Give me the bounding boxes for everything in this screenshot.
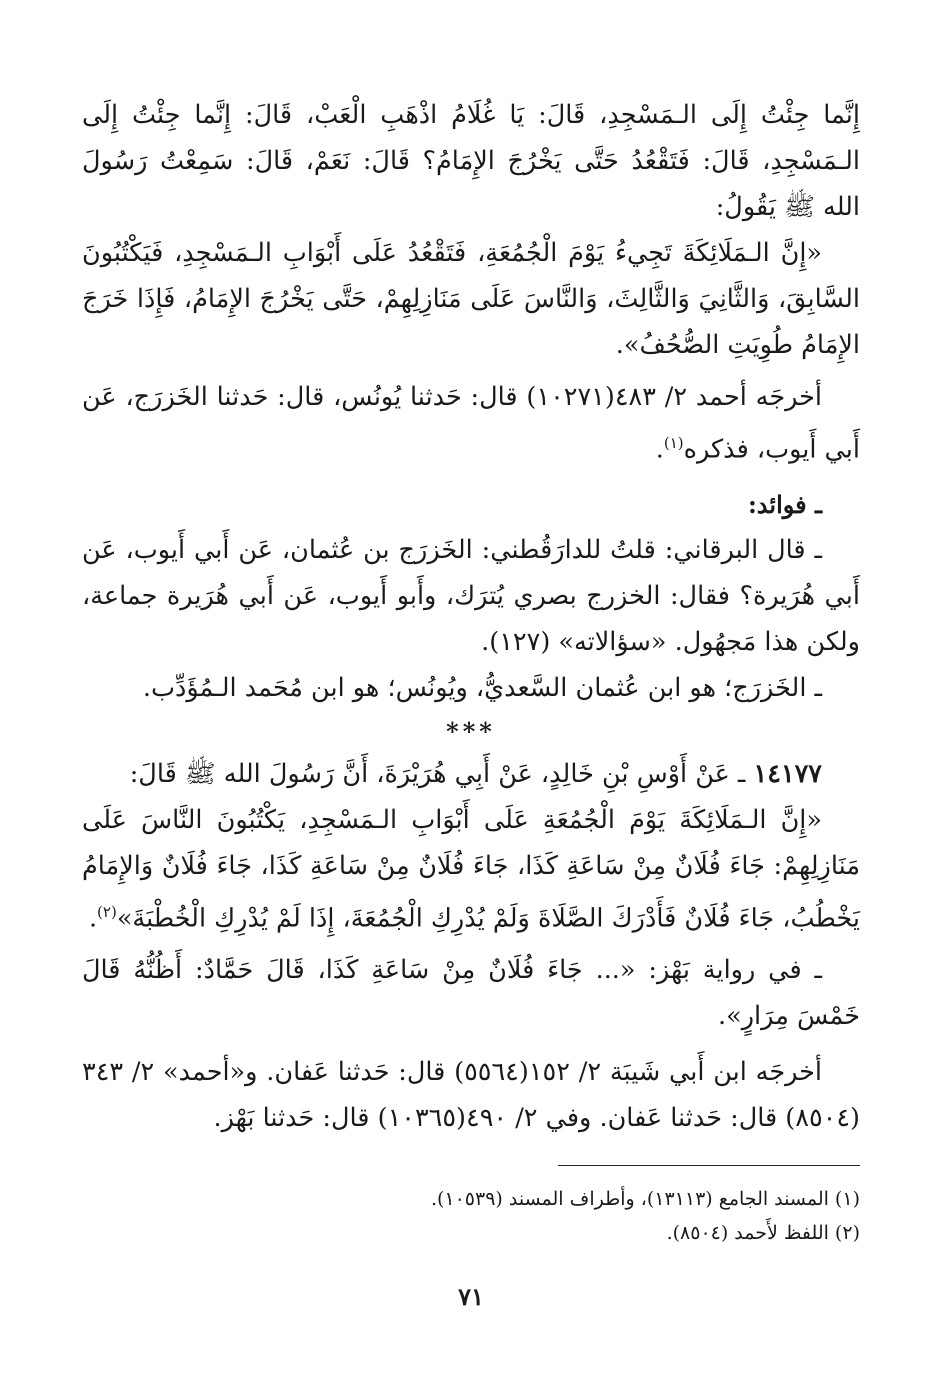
hadith-number: ١٤١٧٧ [753,758,822,789]
takhrij-paragraph: أخرجَه أحمد ٢/ ٤٨٣(١٠٢٧١) قال: حَدثنا يُونُس، قال: حَدثنا الخَزرَج، عَن أَبي أَيوب، فذكره$^{(١)}$. [82,382,860,465]
footnote-item: (٢) اللفظ لأَحمد (٨٥٠٤). [666,1222,860,1244]
text-paragraph: إِنَّما جِئْتُ إِلَى الـمَسْجِدِ، قَالَ: يَا غُلَامُ اذْهَبِ الْعَبْ، قَالَ: إِنَّما جِئْتُ إِلَى الـمَسْجِدِ، قَالَ: فَتَقْعُدُ حَتَّى يَخْرُجَ الإِمَامُ؟ قَالَ: نَعَمْ، قَالَ: سَمِعْتُ رَسُولَ الله ﷺ يَقُولُ: [82,100,860,222]
variant-paragraph: ـ في رواية بَهْز: «... جَاءَ فُلَانٌ مِنْ سَاعَةِ كَذَا، قَالَ حَمَّادٌ: أَظُنُّهُ قَالَ خَمْسَ مِرَارٍ». [82,955,860,1031]
footnote-item: (١) المسند الجامع (١٣١١٣)، وأطراف المسند (١٠٥٣٩). [430,1188,860,1210]
benefits-heading: ـ فوائد: [747,489,822,519]
section-separator: *** [446,716,496,746]
takhrij-paragraph: أخرجَه ابن أَبي شَيبَة ٢/ ١٥٢(٥٥٦٤) قال: حَدثنا عَفان. و«أحمد» ٢/ ٣٤٣ (٨٥٠٤) قال: حَدثنا عَفان. وفي ٢/ ٤٩٠(١٠٣٦٥) قال: حَدثنا بَهْز. [82,1057,860,1133]
hadith-header [82,751,860,797]
takhrij-text: أخرجَه أحمد ٢/ ٤٨٣(١٠٢٧١) قال: حَدثنا يُونُس، قال: حَدثنا الخَزرَج، عَن أَبي أَيوب، فذكره [82,382,860,465]
page-number: ٧١ [458,1282,484,1311]
benefit-paragraph: ـ قال البرقاني: قلتُ للدارَقُطني: الخَزرَج بن عُثمان، عَن أَبي أَيوب، عَن أَبي هُرَيرة؟ فقال: الخزرج بصري يُترَك، وأَبو أَيوب، عَن أَبي هُرَيرة جماعة، ولكن هذا مَجهُول. «سؤالاته» (١٢٧). [82,534,860,657]
footnotes [82,1182,860,1250]
benefit-paragraph: ـ الخَزرَج؛ هو ابن عُثمان السَّعديُّ، ويُونُس؛ هو ابن مُحَمد الـمُؤَدِّب. [142,672,822,703]
footnote-divider [558,1165,860,1166]
page-content [82,92,860,1352]
hadith-text: «إِنَّ الـمَلَائِكَةَ يَوْمَ الْجُمُعَةِ عَلَى أَبْوَابِ الـمَسْجِدِ، يَكْتُبُونَ النَّاسَ عَلَى مَنَازِلِهِمْ: جَاءَ فُلَانٌ مِنْ سَاعَةِ كَذَا، جَاءَ فُلَانٌ مِنْ سَاعَةِ كَذَا، جَاءَ فُلَانٌ وَالإِمَامُ يَخْطُبُ، جَاءَ فُلَانٌ فَأَدْرَكَ الصَّلَاةَ وَلَمْ يُدْرِكِ الْجُمُعَةَ، إِذَا لَمْ يُدْرِكِ الْخُطْبَةَ»$^{(٢)}$. [82,804,860,933]
footnote-ref[interactable]: (٢) [97,902,117,921]
hadith-isnad: ـ عَنْ أَوْسِ بْنِ خَالِدٍ، عَنْ أَبِي هُرَيْرَةَ، أَنَّ رَسُولَ الله ﷺ قَالَ: [129,758,746,789]
footnote-ref[interactable]: (١) [663,434,684,452]
hadith-text: «إِنَّ الـمَلَائِكَةَ تَجِيءُ يَوْمَ الْجُمُعَةِ، فَتَقْعُدُ عَلَى أَبْوَابِ الـمَسْجِدِ، فَيَكْتُبُونَ السَّابِقَ، وَالثَّانِيَ وَالثَّالِثَ، وَالنَّاسَ عَلَى مَنَازِلِهِمْ، حَتَّى يَخْرُجَ الإِمَامُ، فَإِذَا خَرَجَ الإِمَامُ طُوِيَتِ الصُّحُفُ». [82,238,860,360]
